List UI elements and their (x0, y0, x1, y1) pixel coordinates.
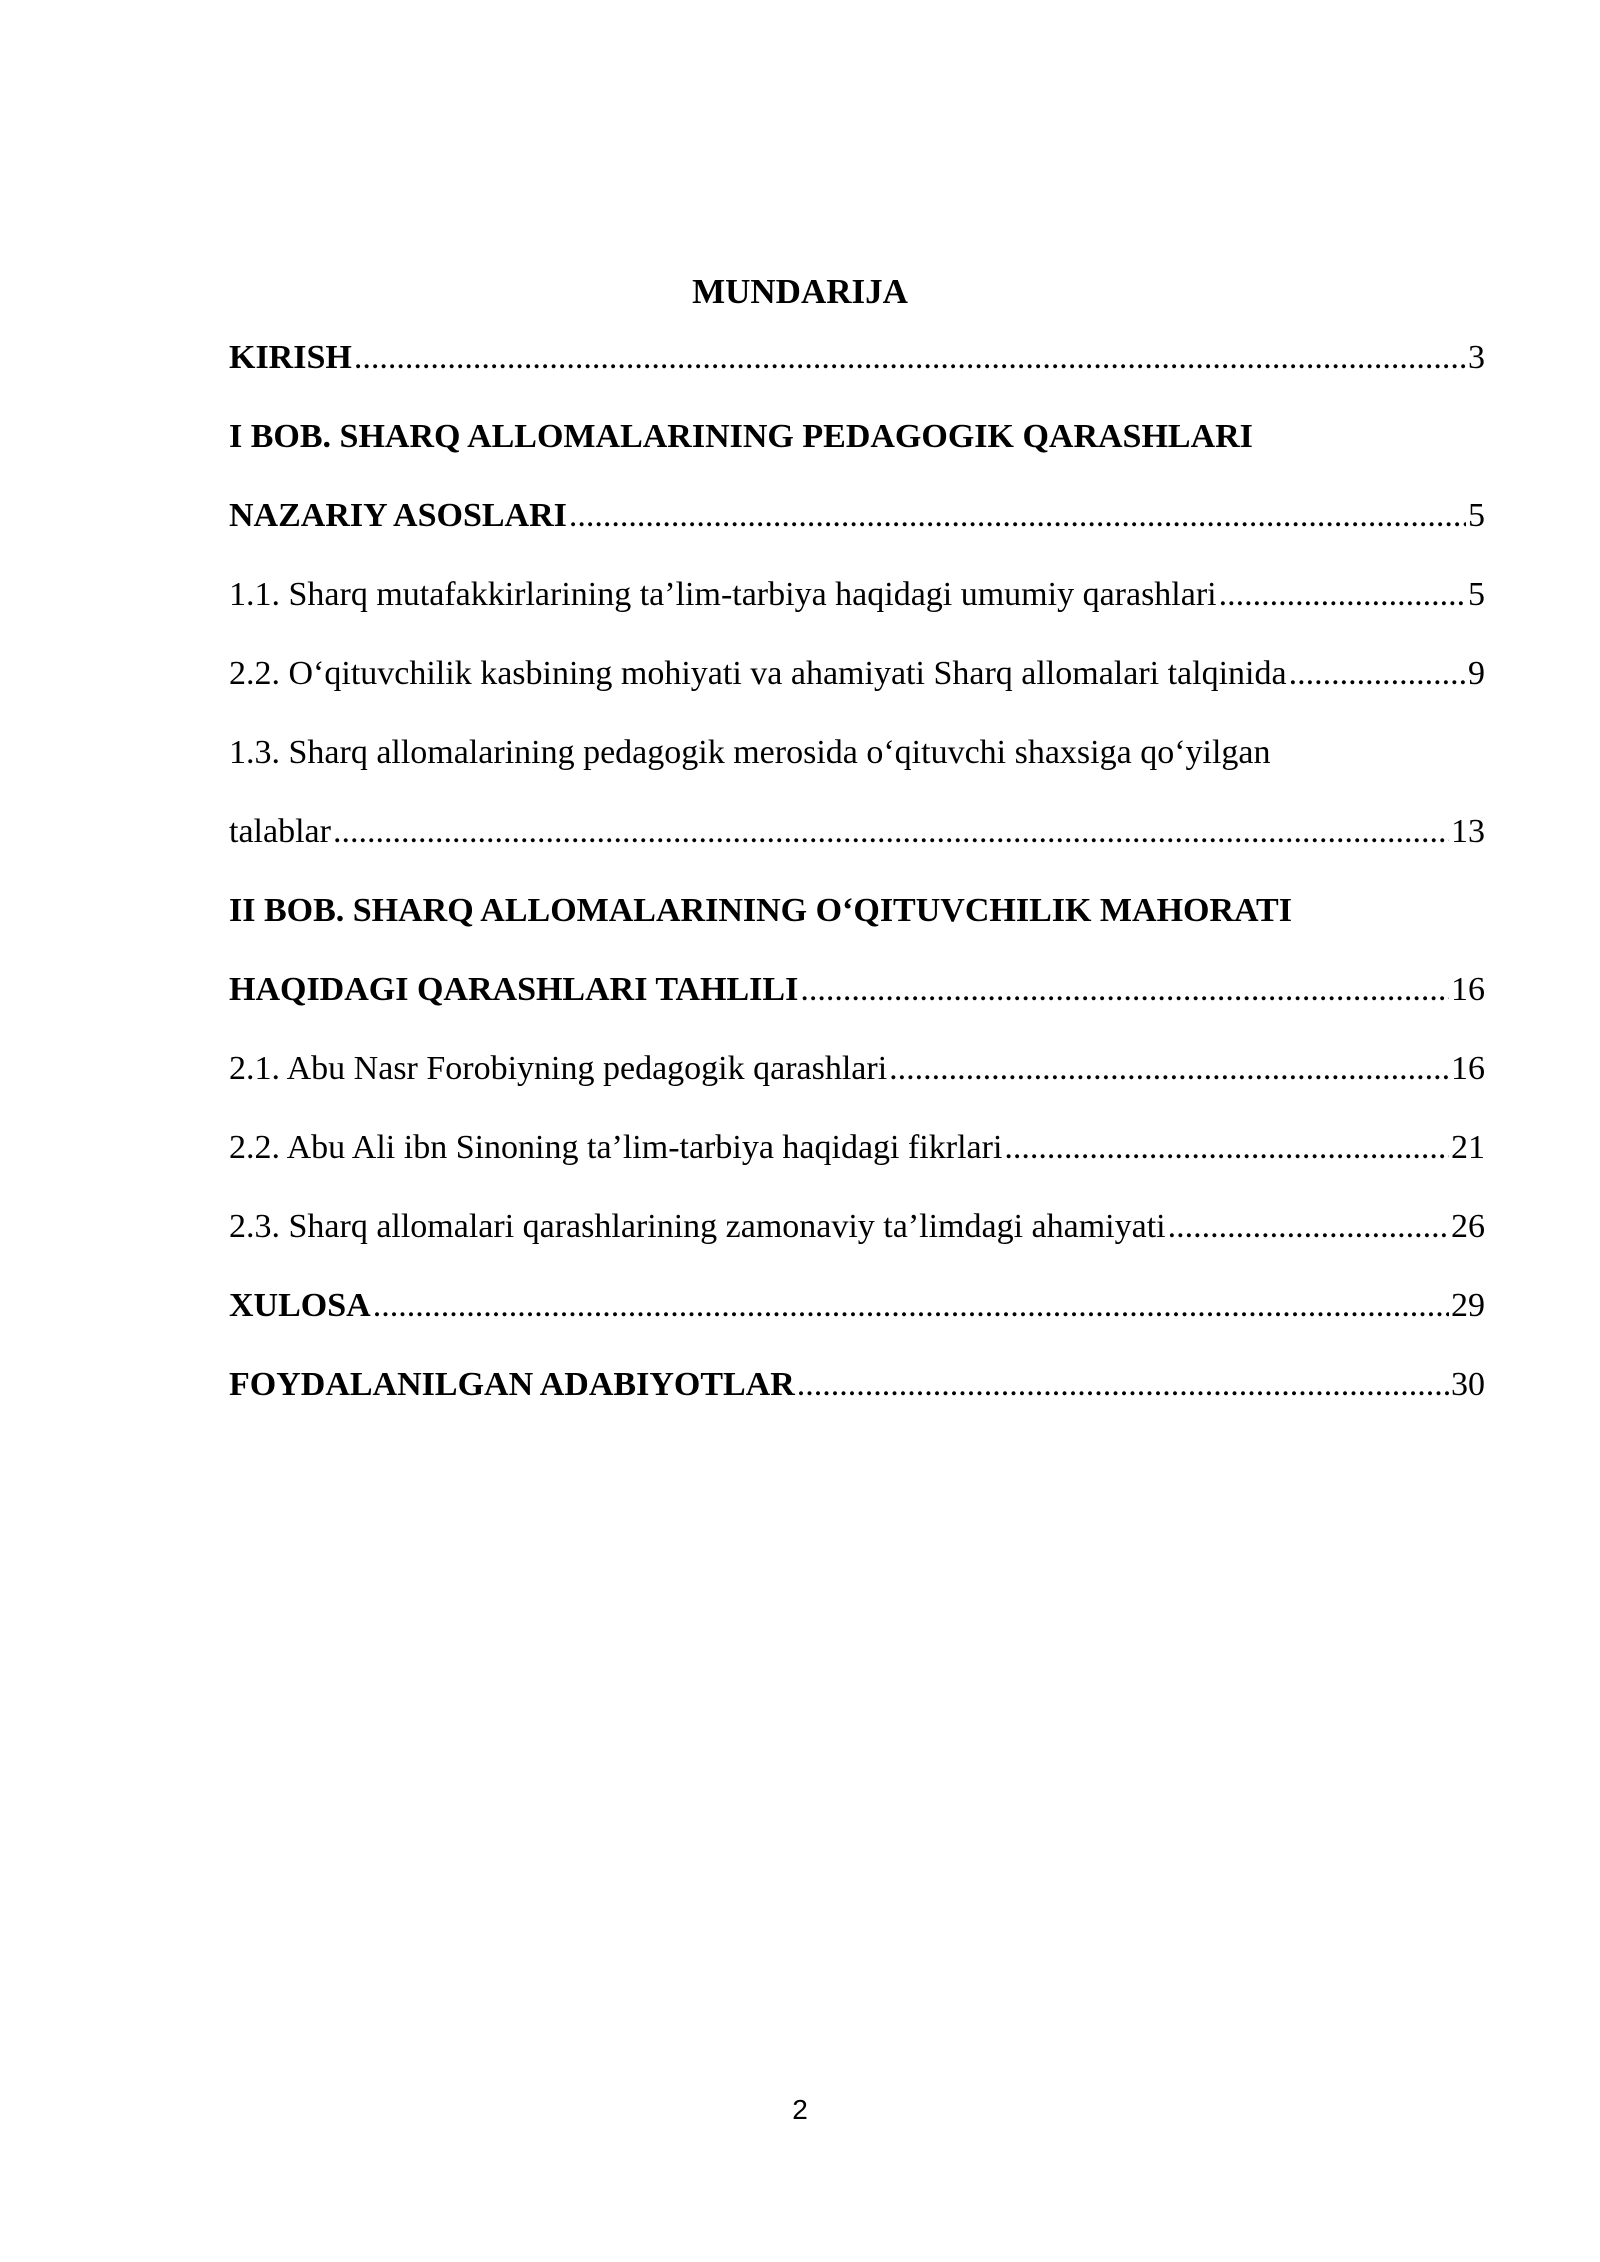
toc-entry-section-2-2b (229, 1126, 1485, 1170)
toc-entry-text: 2.2. Abu Ali ibn Sinoning ta’lim-tarbiya haqidagi fikrlari (229, 1129, 1003, 1166)
toc-entry-chapter-1 (229, 415, 1485, 538)
toc-entry-references (229, 1363, 1485, 1407)
toc-entry-page: 13 (1451, 813, 1485, 850)
toc-entry-text: FOYDALANILGAN ADABIYOTLAR (229, 1366, 795, 1403)
toc-entry-section-1-3 (229, 731, 1485, 854)
toc-entry-page: 21 (1451, 1129, 1485, 1166)
dot-leader (1219, 573, 1466, 617)
toc-entry-text: 2.2. O‘qituvchilik kasbining mohiyati va ahamiyati Sharq allomalari talqinida (229, 655, 1287, 692)
toc-entry-section-2-2a (229, 652, 1485, 696)
toc-entry-page: 3 (1468, 339, 1485, 376)
dot-leader (800, 968, 1449, 1012)
toc-entry-xulosa (229, 1284, 1485, 1328)
toc-title: MUNDARIJA (692, 272, 908, 311)
toc-entry-page: 5 (1468, 497, 1485, 534)
toc-entry-section-2-3 (229, 1205, 1485, 1249)
toc-entry-section-1-1 (229, 573, 1485, 617)
toc-entry-page: 16 (1451, 971, 1485, 1008)
toc-entry-text: KIRISH (229, 339, 352, 376)
toc-entry-page: 9 (1468, 655, 1485, 692)
toc-entry-chapter-2 (229, 889, 1485, 1012)
dot-leader (354, 336, 1466, 380)
dot-leader (1168, 1205, 1449, 1249)
toc-entry-text: NAZARIY ASOSLARI (229, 497, 567, 534)
toc-entry-page: 5 (1468, 576, 1485, 613)
toc-entry-text-line1: 1.3. Sharq allomalarining pedagogik merosida o‘qituvchi shaxsiga qo‘yilgan (229, 734, 1271, 771)
dot-leader (1289, 652, 1466, 696)
toc-entry-page: 26 (1451, 1208, 1485, 1245)
dot-leader (373, 1284, 1449, 1328)
toc-entry-text-line1: II BOB. SHARQ ALLOMALARINING O‘QITUVCHILIK MAHORATI (229, 892, 1292, 929)
dot-leader (333, 810, 1449, 854)
toc-entry-text: 2.3. Sharq allomalari qarashlarining zamonaviy ta’limdagi ahamiyati (229, 1208, 1166, 1245)
dot-leader (1004, 1126, 1449, 1170)
page-number: 2 (792, 2094, 808, 2125)
table-of-contents (229, 336, 1485, 1442)
toc-entry-section-2-1 (229, 1047, 1485, 1091)
dot-leader (569, 494, 1466, 538)
toc-entry-page: 29 (1451, 1287, 1485, 1324)
toc-entry-text: talablar (229, 813, 331, 850)
dot-leader (797, 1363, 1449, 1407)
toc-entry-text: HAQIDAGI QARASHLARI TAHLILI (229, 971, 799, 1008)
toc-entry-text: 1.1. Sharq mutafakkirlarining ta’lim-tarbiya haqidagi umumiy qarashlari (229, 576, 1217, 613)
toc-entry-kirish (229, 336, 1485, 380)
dot-leader (889, 1047, 1449, 1091)
toc-entry-text: XULOSA (229, 1287, 371, 1324)
toc-entry-page: 16 (1451, 1050, 1485, 1087)
toc-entry-text-line1: I BOB. SHARQ ALLOMALARINING PEDAGOGIK QARASHLARI (229, 418, 1253, 455)
toc-entry-text: 2.1. Abu Nasr Forobiyning pedagogik qarashlari (229, 1050, 888, 1087)
toc-entry-page: 30 (1451, 1366, 1485, 1403)
